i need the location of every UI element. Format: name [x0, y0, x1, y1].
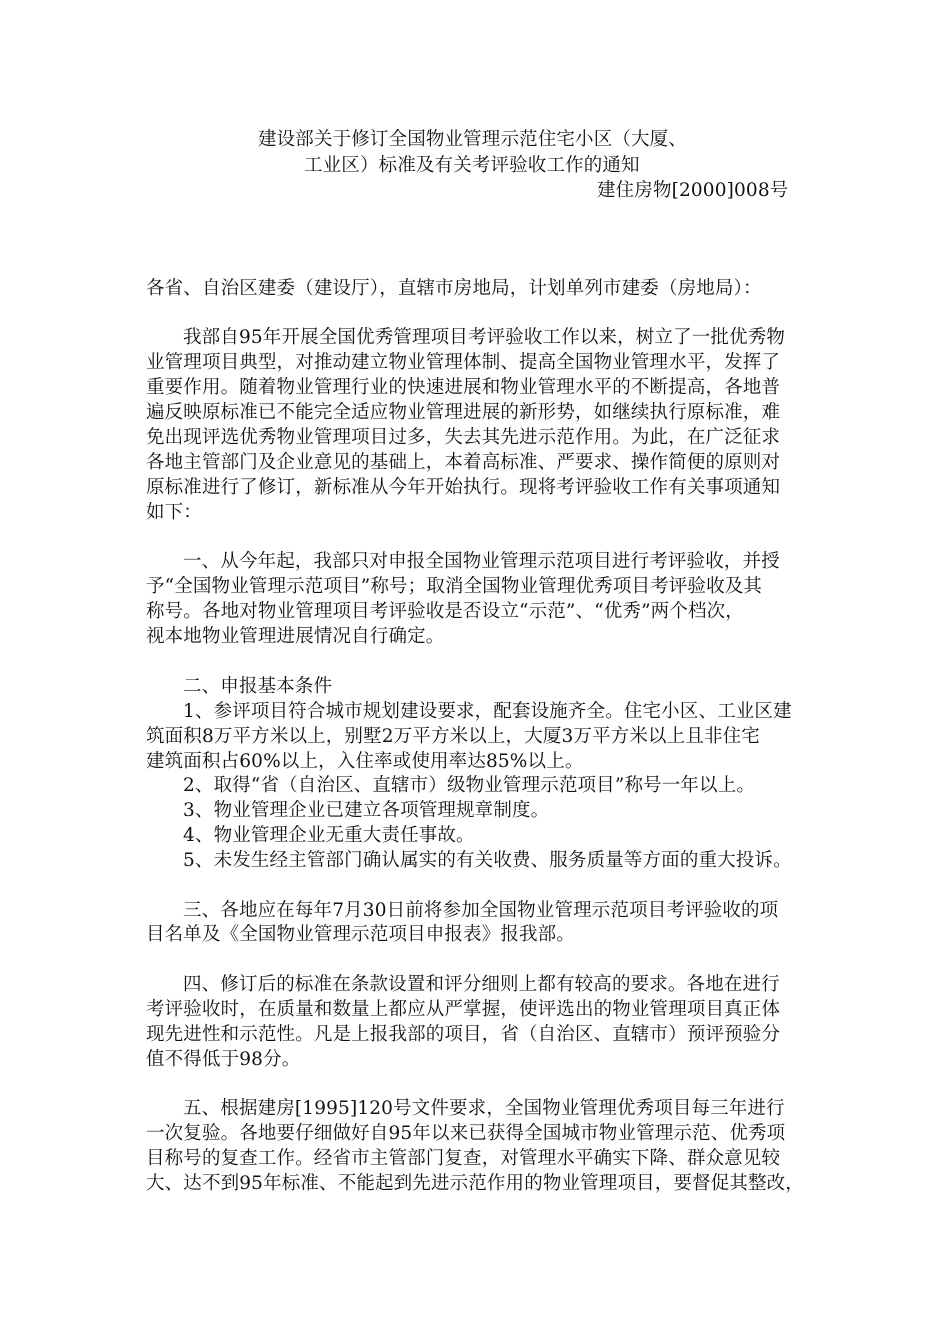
section2-item-1-line-3: 建筑面积占60%以上，入住率或使用率达85%以上。	[146, 751, 584, 772]
section4-line-4: 值不得低于98分。	[146, 1049, 301, 1070]
section4-line-3: 现先进性和示范性。凡是上报我部的项目，省（自治区、直辖市）预评预验分	[146, 1024, 781, 1045]
intro-line-2: 业管理项目典型，对推动建立物业管理体制、提高全国物业管理水平，发挥了	[146, 352, 781, 373]
section1-line-2: 予“全国物业管理示范项目”称号；取消全国物业管理优秀项目考评验收及其	[146, 576, 763, 597]
intro-line-8: 如下：	[146, 502, 202, 523]
document-number: 建住房物[2000]008号	[597, 180, 789, 201]
section3-line-2: 目名单及《全国物业管理示范项目申报表》报我部。	[146, 924, 575, 945]
section5-line-4: 大、达不到95年标准、不能起到先进示范作用的物业管理项目，要督促其整改，	[146, 1173, 804, 1194]
section2-item-3: 3、物业管理企业已建立各项管理规章制度。	[183, 800, 550, 821]
section2-item-2: 2、取得“省（自治区、直辖市）级物业管理示范项目”称号一年以上。	[183, 775, 755, 796]
intro-line-4: 遍反映原标准已不能完全适应物业管理进展的新形势，如继续执行原标准，难	[146, 402, 781, 423]
intro-line-1: 我部自95年开展全国优秀管理项目考评验收工作以来，树立了一批优秀物	[183, 327, 785, 348]
section1-line-1: 一、从今年起，我部只对申报全国物业管理示范项目进行考评验收，并授	[183, 551, 780, 572]
intro-line-5: 免出现评选优秀物业管理项目过多，失去其先进示范作用。为此，在广泛征求	[146, 427, 781, 448]
section4-line-1: 四、修订后的标准在条款设置和评分细则上都有较高的要求。各地在进行	[183, 974, 780, 995]
salutation: 各省、自治区建委（建设厅），直辖市房地局，计划单列市建委（房地局）：	[146, 278, 762, 299]
section1-line-4: 视本地物业管理进展情况自行确定。	[146, 626, 445, 647]
section2-heading: 二、申报基本条件	[183, 676, 333, 697]
section5-line-2: 一次复验。各地要仔细做好自95年以来已获得全国城市物业管理示范、优秀项	[146, 1123, 786, 1144]
intro-line-7: 原标准进行了修订，新标准从今年开始执行。现将考评验收工作有关事项通知	[146, 477, 781, 498]
document-title-line-1: 建设部关于修订全国物业管理示范住宅小区（大厦、	[258, 129, 687, 150]
document-title-line-2: 工业区）标准及有关考评验收工作的通知	[304, 155, 640, 176]
section2-item-1-line-1: 1、参评项目符合城市规划建设要求，配套设施齐全。住宅小区、工业区建	[183, 701, 792, 722]
section3-line-1: 三、各地应在每年7月30日前将参加全国物业管理示范项目考评验收的项	[183, 900, 779, 921]
intro-line-3: 重要作用。随着物业管理行业的快速进展和物业管理水平的不断提高，各地普	[146, 377, 781, 398]
section4-line-2: 考评验收时，在质量和数量上都应从严掌握，使评选出的物业管理项目真正体	[146, 999, 781, 1020]
section2-item-1-line-2: 筑面积8万平方米以上，别墅2万平方米以上，大厦3万平方米以上且非住宅	[146, 726, 760, 747]
section2-item-4: 4、物业管理企业无重大责任事故。	[183, 825, 475, 846]
section1-line-3: 称号。各地对物业管理项目考评验收是否设立“示范”、“优秀”两个档次，	[146, 601, 744, 622]
section5-line-1: 五、根据建房[1995]120号文件要求，全国物业管理优秀项目每三年进行	[183, 1098, 785, 1119]
section5-line-3: 目称号的复查工作。经省市主管部门复查，对管理水平确实下降、群众意见较	[146, 1148, 781, 1169]
section2-item-5: 5、未发生经主管部门确认属实的有关收费、服务质量等方面的重大投诉。	[183, 850, 792, 871]
intro-line-6: 各地主管部门及企业意见的基础上，本着高标准、严要求、操作简便的原则对	[146, 452, 781, 473]
